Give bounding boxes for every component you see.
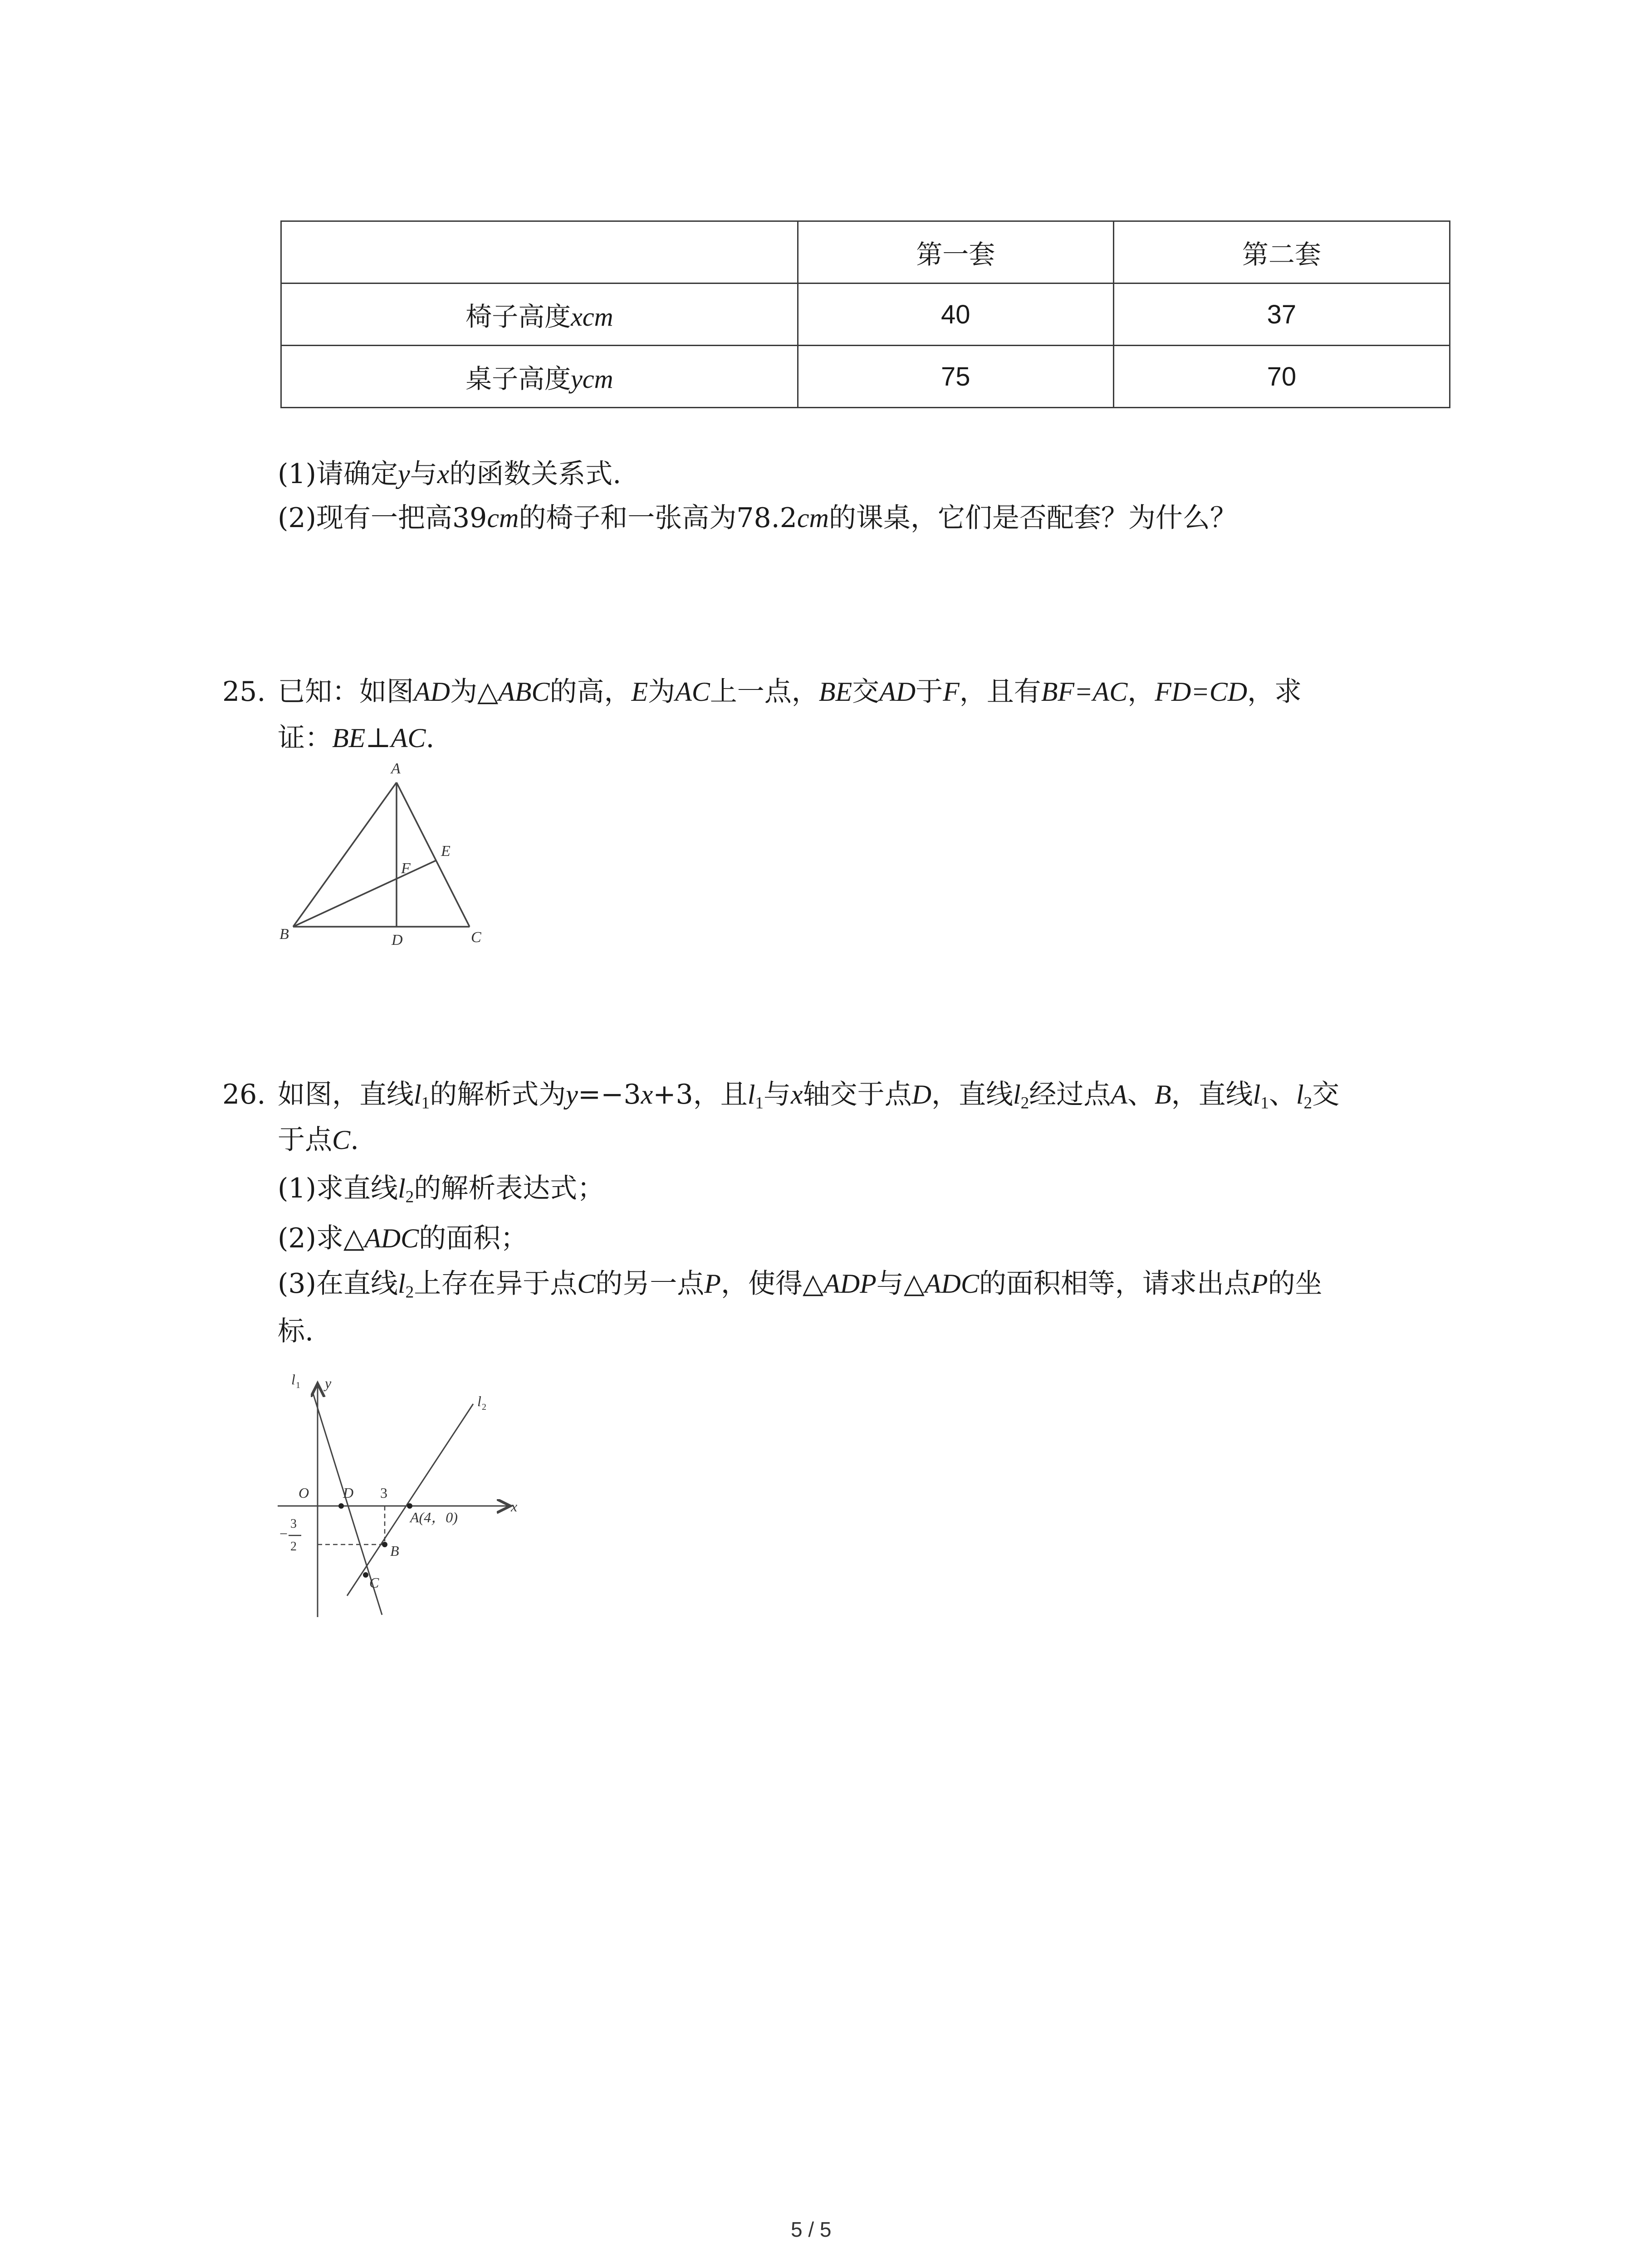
- label-y: y: [325, 1375, 332, 1391]
- side-ac: [397, 782, 470, 927]
- text-run: 如图，直线: [278, 1079, 414, 1110]
- label-d: D: [392, 932, 403, 948]
- math-var: AD: [414, 677, 450, 707]
- label-f: F: [401, 860, 411, 877]
- label-e: E: [441, 843, 451, 860]
- label-x: x: [511, 1498, 518, 1515]
- label-l2: l: [477, 1393, 481, 1409]
- q25-line1: [278, 676, 1302, 708]
- math-var: C: [332, 1125, 351, 1155]
- label-b: B: [390, 1543, 399, 1559]
- label-3: 3: [380, 1485, 387, 1501]
- text-run: 的另一点: [595, 1268, 705, 1300]
- text: 的椅子和一张高为78.2: [519, 502, 797, 534]
- text-run: 与: [764, 1079, 791, 1110]
- text: 的函数关系式.: [449, 458, 622, 490]
- text-run: 交: [852, 676, 880, 708]
- q26-number: 26.: [222, 1079, 266, 1110]
- math-var: BF=AC: [1041, 677, 1128, 707]
- frac-denominator: 2: [290, 1540, 297, 1554]
- text-run: 为△: [450, 676, 499, 708]
- text-run: .: [426, 722, 435, 754]
- math-var: l: [1253, 1080, 1261, 1110]
- text-run: 的坐: [1268, 1268, 1323, 1300]
- text-run: ，且有: [959, 676, 1041, 708]
- math-var: l: [1296, 1080, 1304, 1110]
- text-run: 证：: [278, 722, 332, 754]
- math-var: D: [911, 1080, 931, 1110]
- label-a: A: [391, 760, 401, 777]
- text-run: 的解析式为: [430, 1079, 566, 1110]
- subscript: 1: [421, 1094, 430, 1113]
- math-var: FD=CD: [1155, 677, 1248, 707]
- text-run: ，直线: [1171, 1079, 1253, 1110]
- math-var: l: [1013, 1080, 1021, 1110]
- unit: cm: [797, 503, 829, 533]
- row-label-chair: [281, 284, 798, 346]
- text: 与: [410, 458, 437, 490]
- text-run: 的面积；: [419, 1222, 528, 1254]
- text-run: (3)在直线: [278, 1268, 398, 1300]
- row-label-var: xcm: [571, 302, 613, 332]
- q26-part2: [278, 1222, 528, 1254]
- math-var: l: [398, 1173, 406, 1203]
- var: y: [398, 459, 410, 489]
- math-var: x: [791, 1080, 803, 1110]
- unit: cm: [487, 503, 519, 533]
- math-var: AC: [675, 677, 710, 707]
- segment-be: [293, 860, 436, 927]
- point-b: [382, 1542, 387, 1547]
- text-run: ，求: [1247, 676, 1302, 708]
- math-var: y: [566, 1080, 578, 1110]
- label-a: A(4，0): [410, 1509, 458, 1525]
- label-c: C: [369, 1574, 379, 1591]
- math-var: AC: [391, 723, 426, 753]
- height-table: [280, 220, 1450, 408]
- side-ab: [293, 782, 397, 927]
- q24-part1: [278, 460, 621, 488]
- math-var: P: [1251, 1269, 1268, 1299]
- q25-number: 25.: [222, 676, 266, 708]
- table-header-cell: 第二套: [1113, 221, 1450, 284]
- math-var: C: [577, 1269, 596, 1299]
- text-run: 、: [1269, 1079, 1296, 1110]
- math-var: l: [747, 1080, 755, 1110]
- label-l2-sub: 2: [482, 1402, 486, 1412]
- math-var: B: [1154, 1080, 1171, 1110]
- math-var: ABC: [498, 677, 550, 707]
- math-var: ADP: [823, 1269, 877, 1299]
- frac-numerator: 3: [290, 1517, 297, 1531]
- text-run: (2)求△: [278, 1222, 365, 1254]
- text-run: 为: [648, 676, 676, 708]
- row-label-text: 椅子高度: [465, 301, 571, 332]
- text-run: ⊥: [365, 722, 391, 754]
- math-var: BE: [818, 677, 852, 707]
- math-var: x: [641, 1080, 653, 1110]
- text-run: +3，且: [653, 1079, 748, 1110]
- subscript: 1: [1260, 1094, 1269, 1113]
- math-var: P: [704, 1269, 721, 1299]
- point-d: [338, 1503, 344, 1509]
- label-o: O: [299, 1485, 309, 1501]
- row-label-desk: [281, 346, 798, 408]
- text-run: .: [350, 1124, 359, 1156]
- coordinate-figure: [263, 1361, 544, 1633]
- text-run: ，直线: [931, 1079, 1013, 1110]
- text-run: 已知：如图: [278, 676, 414, 708]
- text-run: 的面积相等，请求出点: [979, 1268, 1251, 1300]
- text: (1)请确定: [278, 458, 398, 490]
- q25-line2: [278, 724, 435, 752]
- table-header-cell: [281, 221, 798, 284]
- q26-part3-line2: [278, 1315, 314, 1347]
- math-var: BE: [332, 723, 366, 753]
- text-run: 经过点: [1029, 1079, 1111, 1110]
- table-row: [281, 284, 1450, 346]
- text-run: 上一点，: [710, 676, 819, 708]
- math-var: AD: [879, 677, 916, 707]
- math-var: E: [631, 677, 648, 707]
- q26-line2: [278, 1126, 359, 1154]
- text-run: 于: [916, 676, 943, 708]
- text-run: 交: [1312, 1079, 1340, 1110]
- text-run: 的高，: [549, 676, 632, 708]
- line-l2: [347, 1404, 473, 1596]
- math-var: ADC: [364, 1223, 419, 1253]
- math-var: A: [1111, 1080, 1127, 1110]
- row-label-text: 桌子高度: [465, 363, 571, 394]
- table-row: [281, 346, 1450, 408]
- text-run: =−3: [578, 1079, 641, 1110]
- label-l1: l: [291, 1371, 295, 1388]
- q26-line1: [278, 1081, 1339, 1112]
- var: x: [437, 459, 450, 489]
- label-d: D: [343, 1485, 354, 1501]
- math-var: ADC: [924, 1269, 979, 1299]
- subscript: 1: [755, 1094, 764, 1113]
- text-run: 标.: [278, 1315, 314, 1347]
- point-a: [407, 1503, 412, 1509]
- label-l1-sub: 1: [296, 1380, 300, 1390]
- page-number: 5 / 5: [791, 2218, 832, 2241]
- text-run: 的解析表达式；: [414, 1173, 605, 1204]
- text-run: ，: [1127, 676, 1155, 708]
- text-run: 轴交于点: [803, 1079, 912, 1110]
- label-c: C: [471, 929, 481, 946]
- frac-minus: −: [279, 1525, 288, 1542]
- subscript: 2: [1303, 1094, 1313, 1113]
- triangle-figure: [263, 755, 508, 950]
- table-cell: 75: [798, 346, 1113, 408]
- label-b: B: [279, 926, 289, 943]
- text-run: 、: [1127, 1079, 1155, 1110]
- table-cell: 37: [1113, 284, 1450, 346]
- math-var: l: [414, 1080, 421, 1110]
- text: 的课桌，它们是否配套？为什么？: [828, 502, 1237, 534]
- table-header-cell: 第一套: [798, 221, 1113, 284]
- table-cell: 70: [1113, 346, 1450, 408]
- text-run: ，使得△: [720, 1268, 824, 1300]
- subscript: 2: [405, 1188, 414, 1207]
- math-var: F: [943, 677, 960, 707]
- text-run: (1)求直线: [278, 1173, 398, 1204]
- subscript: 2: [405, 1283, 414, 1302]
- row-label-var: ycm: [571, 364, 613, 394]
- q24-part2: [278, 504, 1237, 532]
- text-run: 于点: [278, 1124, 332, 1156]
- math-var: l: [398, 1269, 406, 1299]
- table-header-row: [281, 221, 1450, 284]
- point-c: [363, 1572, 368, 1578]
- text-run: 与△: [876, 1268, 925, 1300]
- text: (2)现有一把高39: [278, 502, 487, 534]
- q26-part3-line1: [278, 1270, 1323, 1301]
- table-cell: 40: [798, 284, 1113, 346]
- subscript: 2: [1020, 1094, 1029, 1113]
- q26-part1: [278, 1175, 604, 1206]
- text-run: 上存在异于点: [414, 1268, 578, 1300]
